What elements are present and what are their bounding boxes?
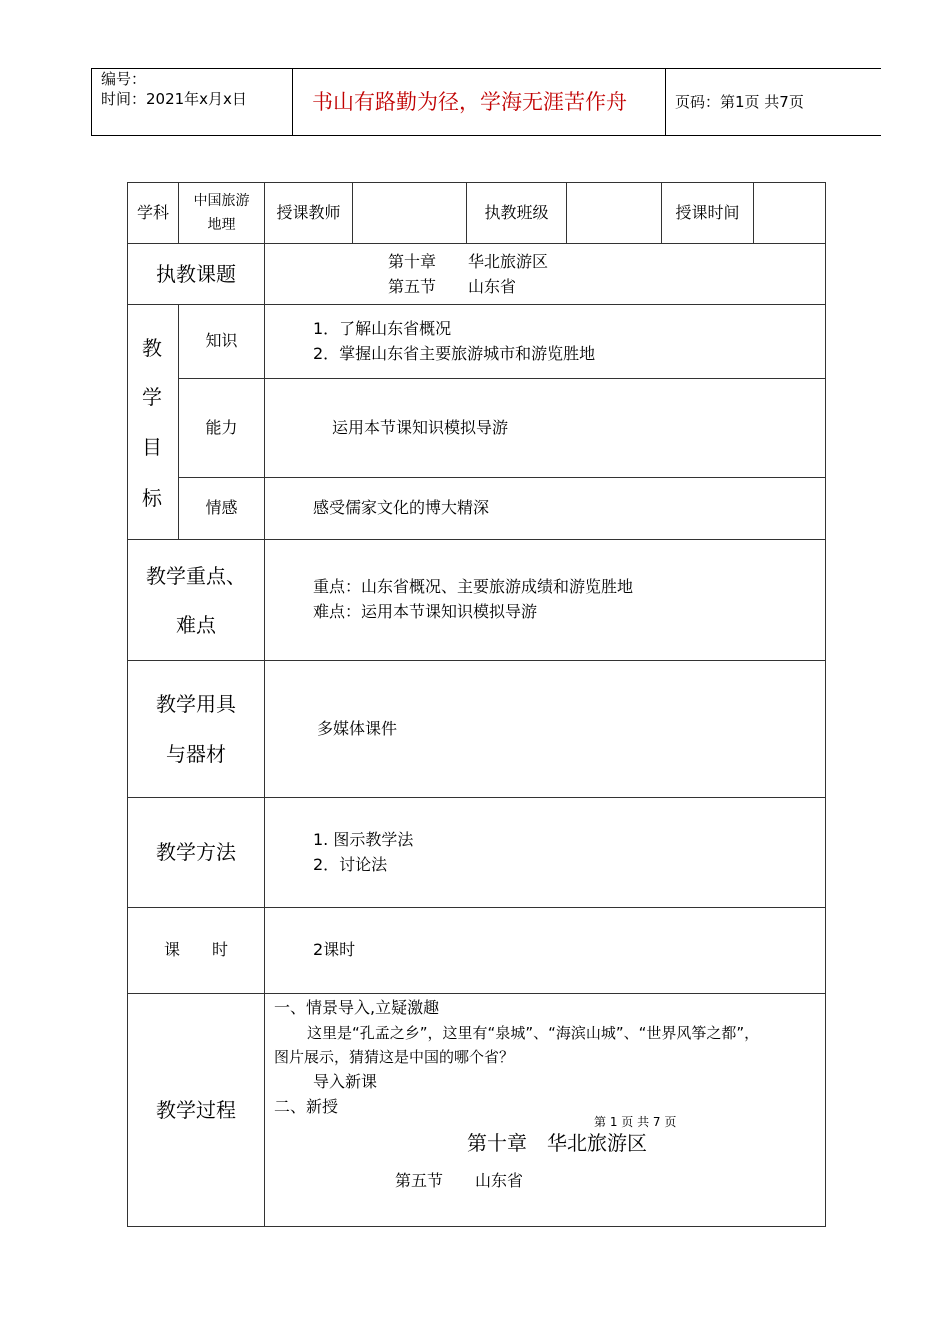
- objectives-label-1: 教: [142, 336, 162, 360]
- process-step-1: 一、情景导入,立疑激趣: [274, 998, 440, 1017]
- topic-chapter: 第十章 华北旅游区: [388, 252, 549, 271]
- objectives-label-4: 标: [142, 486, 162, 510]
- subject-value-line2: 地理: [207, 217, 236, 233]
- key-points-label-1: 教学重点、: [146, 564, 246, 588]
- process-section: 第五节 山东省: [395, 1171, 524, 1190]
- ability-value: 运用本节课知识模拟导游: [332, 418, 509, 437]
- hours-label: 课 时: [163, 940, 228, 959]
- subject-value-line1: 中国旅游: [193, 193, 250, 209]
- knowledge-label: 知识: [205, 331, 238, 350]
- process-paragraph-1: 这里是“孔孟之乡”，这里有“泉城”、“海滨山城”、“世界风筝之都”，: [307, 1024, 760, 1042]
- key-points-difficult: 难点：运用本节课知识模拟导游: [313, 602, 538, 621]
- process-step-2: 二、新授: [274, 1097, 339, 1116]
- objectives-label-2: 学: [142, 385, 162, 409]
- tools-label-1: 教学用具: [156, 692, 236, 716]
- process-chapter: 第十章 华北旅游区: [467, 1131, 647, 1155]
- methods-label: 教学方法: [156, 840, 236, 864]
- motto: 书山有路勤为径，学海无涯苦作舟: [312, 90, 627, 114]
- emotion-label: 情感: [205, 498, 238, 517]
- process-paragraph-2: 图片展示，猜猜这是中国的哪个省？: [274, 1048, 515, 1066]
- page-label: 页码：第1页 共7页: [675, 93, 804, 111]
- objectives-label-3: 目: [142, 435, 162, 459]
- lesson-time-label: 授课时间: [675, 203, 740, 222]
- process-intro: 导入新课: [313, 1072, 378, 1091]
- ability-label: 能力: [205, 418, 238, 437]
- subject-label: 学科: [137, 203, 170, 222]
- teacher-label: 授课教师: [276, 203, 341, 222]
- methods-item-2: 2．讨论法: [313, 855, 388, 874]
- methods-item-1: 1. 图示教学法: [313, 830, 414, 849]
- doc-id-label: 编号：: [101, 70, 147, 88]
- key-points-label-2: 难点: [176, 613, 216, 637]
- class-label: 执教班级: [484, 203, 549, 222]
- emotion-value: 感受儒家文化的博大精深: [313, 498, 490, 517]
- process-label: 教学过程: [156, 1098, 236, 1122]
- tools-value: 多媒体课件: [317, 719, 398, 738]
- doc-time-label: 时间：2021年x月x日: [101, 90, 247, 108]
- knowledge-item-1: 1．了解山东省概况: [313, 319, 452, 338]
- tools-label-2: 与器材: [166, 742, 226, 766]
- hours-value: 2课时: [313, 940, 356, 959]
- topic-label: 执教课题: [156, 262, 236, 286]
- process-page-note: 第 1 页 共 7 页: [594, 1115, 677, 1129]
- topic-section: 第五节 山东省: [388, 277, 517, 296]
- knowledge-item-2: 2．掌握山东省主要旅游城市和游览胜地: [313, 344, 596, 363]
- key-points-key: 重点：山东省概况、主要旅游成绩和游览胜地: [313, 577, 634, 596]
